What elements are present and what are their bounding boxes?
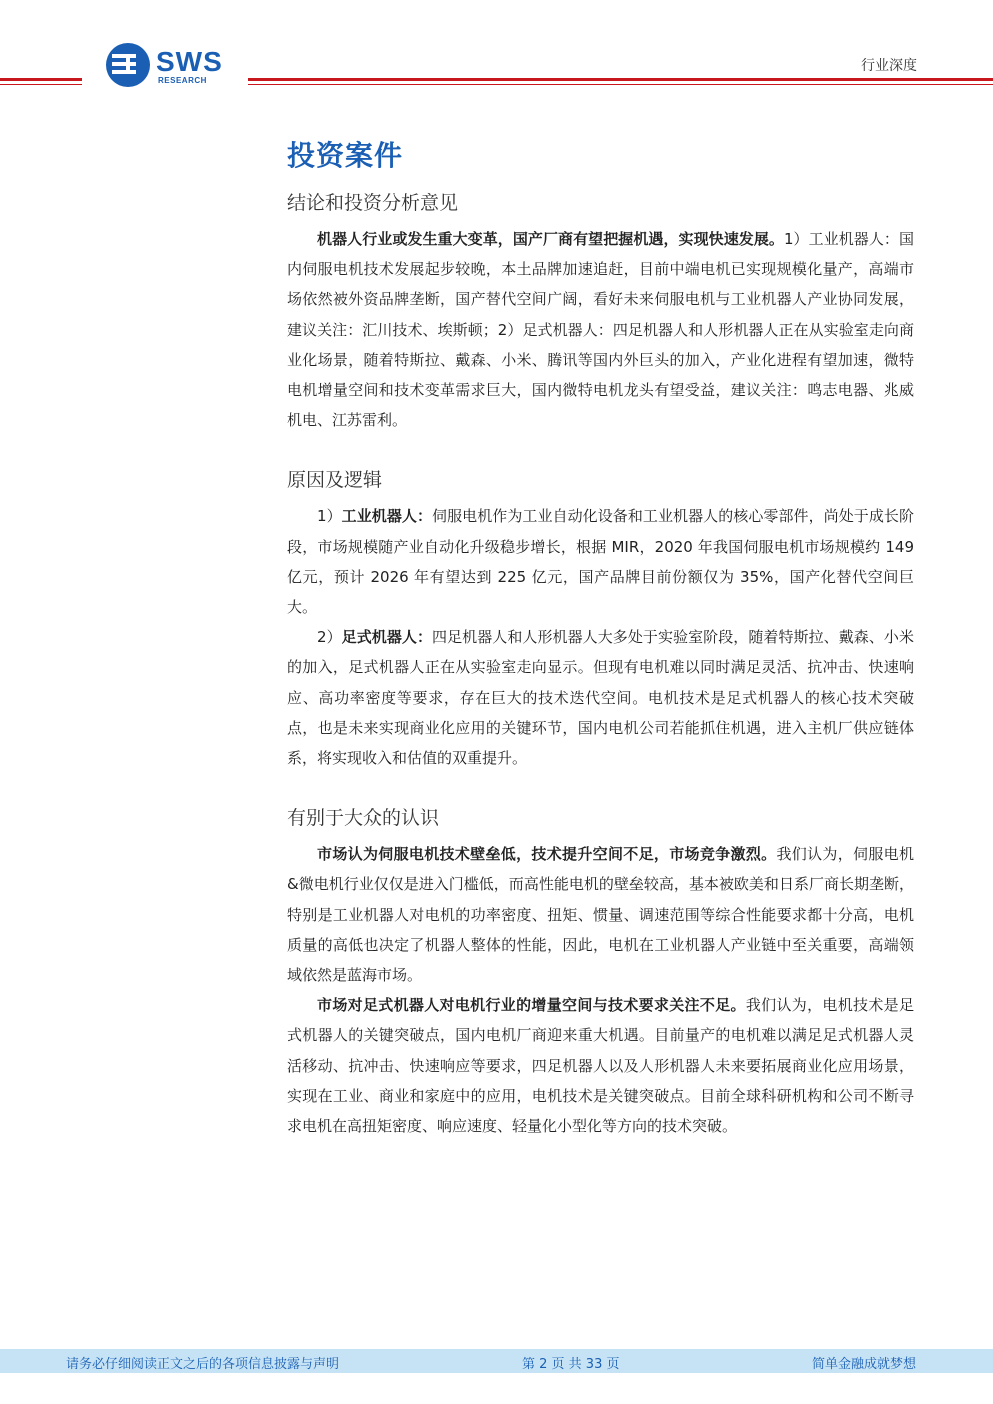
block-conclusion [287, 188, 914, 435]
header-rule-right-thin [248, 84, 993, 85]
section-title: 投资案件 [287, 139, 404, 172]
footer-page-number: 第 2 页 共 33 页 [522, 1357, 620, 1372]
sws-logo [104, 40, 234, 90]
footer-disclaimer: 请务必仔细阅读正文之后的各项信息披露与声明 [66, 1357, 340, 1372]
paragraph-body: 我们认为，伺服电机 &微电机行业仅仅是进入门槛低，而高性能电机的壁垒较高，基本被欧美和日系厂商长期垄断，特别是工业机器人对电机的功率密度、扭矩、惯量、调速范围等综合性能要求都十分高，电机质量的高低也决定了机器人整体的性能，因此，电机在工业机器人产业链中至关重要，高端领域依然是蓝海市场。 [287, 845, 914, 985]
paragraph-body: 伺服电机作为工业自动化设备和工业机器人的核心零部件，尚处于成长阶段，市场规模随产业自动化升级稳步增长，根据 MIR，2020 年我国伺服电机市场规模约 149 亿元，预计 2026 年有望达到 225 亿元，国产品牌目前份额仅为 35%，国产化替代空间巨大。 [287, 507, 914, 617]
sws-logo-icon [104, 40, 154, 90]
page-footer [0, 1349, 993, 1373]
header-rule-left-thin [0, 84, 82, 85]
paragraph-lead: 机器人行业或发生重大变革，国产厂商有望把握机遇，实现快速发展。 [317, 230, 784, 248]
document-type-label: 行业深度 [861, 58, 917, 74]
block-heading: 结论和投资分析意见 [287, 192, 459, 214]
paragraph-lead: 市场认为伺服电机技术壁垒低，技术提升空间不足，市场竞争激烈。 [317, 845, 777, 864]
paragraph-body: 我们认为，电机技术是足式机器人的关键突破点，国内电机厂商迎来重大机遇。目前量产的电机难以满足足式机器人灵活移动、抗冲击、快速响应等要求，四足机器人以及人形机器人未来要拓展商业化应用场景，实现在工业、商业和家庭中的应用，电机技术是关键突破点。目前全球科研机构和公司不断寻求电机在高扭矩密度、响应速度、轻量化小型化等方向的技术突破。 [287, 996, 914, 1136]
paragraph [287, 622, 914, 773]
block-reasoning [287, 465, 914, 773]
paragraph-prefix: 2） [317, 628, 342, 647]
header-rule-right [248, 78, 993, 81]
paragraph [287, 501, 914, 622]
paragraph-body: 四足机器人和人形机器人大多处于实验室阶段，随着特斯拉、戴森、小米的加入，足式机器人正在从实验室走向显示。但现有电机难以同时满足灵活、抗冲击、快速响应、高功率密度等要求，存在巨大的技术迭代空间。电机技术是足式机器人的核心技术突破点，也是未来实现商业化应用的关键环节，国内电机公司若能抓住机遇，进入主机厂供应链体系，将实现收入和估值的双重提升。 [287, 628, 914, 768]
paragraph-lead: 市场对足式机器人对电机行业的增量空间与技术要求关注不足。 [317, 996, 746, 1015]
paragraph-lead: 工业机器人： [341, 507, 433, 526]
header-rule-left [0, 78, 82, 81]
main-content [287, 134, 914, 1141]
block-heading: 有别于大众的认识 [287, 807, 440, 830]
paragraph [287, 990, 914, 1141]
footer-slogan: 简单金融成就梦想 [811, 1357, 916, 1372]
paragraph-body: 1）工业机器人：国内伺服电机技术发展起步较晚，本土品牌加速追赶，目前中端电机已实现规模化量产，高端市场依然被外资品牌垄断，国产替代空间广阔，看好未来伺服电机与工业机器人产业协同发展，建议关注：汇川技术、埃斯顿；2）足式机器人：四足机器人和人形机器人正在从实验室走向商业化场景，随着特斯拉、戴森、小米、腾讯等国内外巨头的加入，产业化进程有望加速，微特电机增量空间和技术变革需求巨大，国内微特电机龙头有望受益，建议关注：鸣志电器、兆威机电、江苏雷利。 [287, 230, 914, 430]
paragraph [287, 224, 914, 435]
logo-wordmark: SWS [156, 46, 223, 77]
paragraph [287, 839, 914, 990]
logo-subtext: RESEARCH [158, 76, 207, 85]
paragraph-prefix: 1） [317, 507, 342, 526]
block-differentiated-view [287, 803, 914, 1141]
block-heading: 原因及逻辑 [287, 469, 383, 492]
paragraph-lead: 足式机器人： [341, 628, 433, 647]
